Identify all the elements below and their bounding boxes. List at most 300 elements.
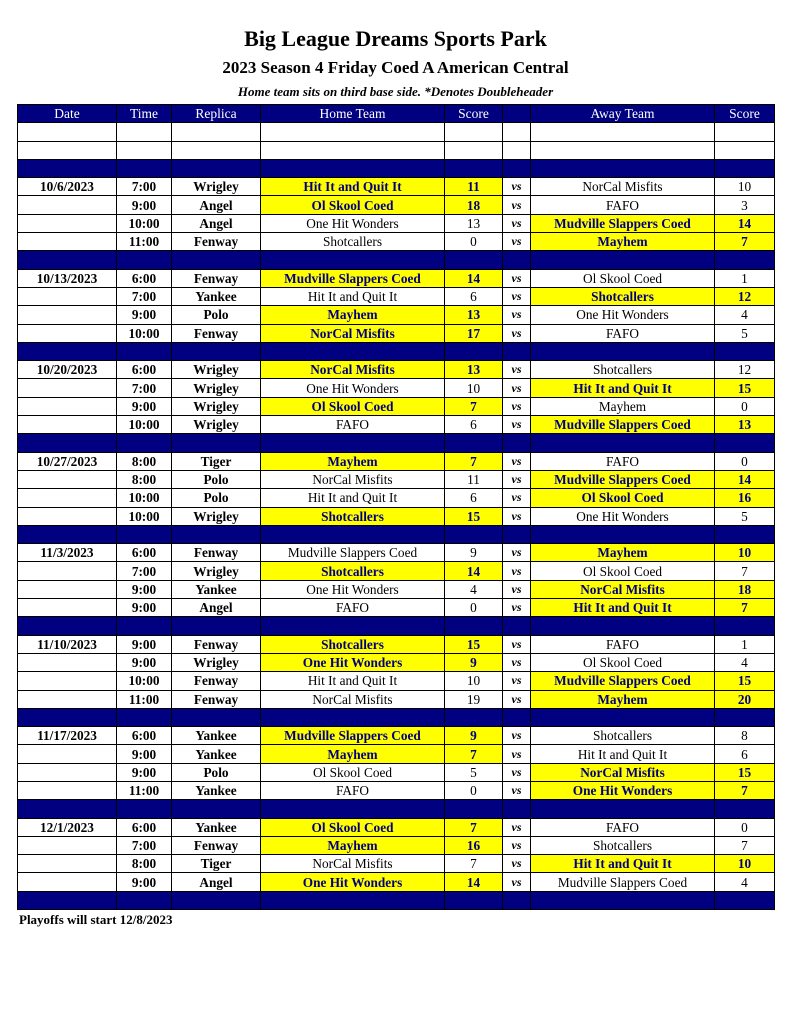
game-time: 9:00 [117, 397, 172, 415]
game-field: Angel [172, 196, 261, 214]
vs-label: vs [503, 379, 531, 397]
home-team: FAFO [261, 416, 445, 434]
game-date [18, 873, 117, 891]
playoffs-note: Playoffs will start 12/8/2023 [19, 912, 173, 927]
game-row [18, 690, 775, 708]
game-row [18, 416, 775, 434]
away-score: 3 [715, 196, 775, 214]
game-row [18, 818, 775, 836]
game-row [18, 306, 775, 324]
away-score: 14 [715, 470, 775, 488]
home-score: 13 [445, 214, 503, 232]
blank-row [18, 141, 775, 159]
away-team: FAFO [531, 635, 715, 653]
week-separator [18, 159, 775, 177]
away-team: Shotcallers [531, 836, 715, 854]
vs-label: vs [503, 836, 531, 854]
col-vs [503, 105, 531, 123]
away-score: 5 [715, 324, 775, 342]
game-time: 8:00 [117, 855, 172, 873]
game-field: Fenway [172, 269, 261, 287]
home-score: 13 [445, 306, 503, 324]
away-score: 7 [715, 562, 775, 580]
game-time: 9:00 [117, 580, 172, 598]
away-score: 4 [715, 873, 775, 891]
home-team: Mudville Slappers Coed [261, 727, 445, 745]
game-row [18, 397, 775, 415]
home-score: 6 [445, 416, 503, 434]
game-row [18, 745, 775, 763]
vs-label: vs [503, 178, 531, 196]
home-score: 16 [445, 836, 503, 854]
away-team: FAFO [531, 452, 715, 470]
home-team: FAFO [261, 781, 445, 799]
page-subtitle: 2023 Season 4 Friday Coed A American Central [222, 58, 569, 77]
away-score: 15 [715, 379, 775, 397]
game-field: Yankee [172, 580, 261, 598]
game-date [18, 233, 117, 251]
game-row [18, 672, 775, 690]
game-field: Fenway [172, 324, 261, 342]
home-team: Shotcallers [261, 562, 445, 580]
home-score: 0 [445, 781, 503, 799]
vs-label: vs [503, 745, 531, 763]
away-score: 1 [715, 269, 775, 287]
game-date: 11/3/2023 [18, 544, 117, 562]
game-date [18, 507, 117, 525]
game-row [18, 452, 775, 470]
game-row [18, 470, 775, 488]
away-team: Ol Skool Coed [531, 489, 715, 507]
game-row [18, 489, 775, 507]
vs-label: vs [503, 727, 531, 745]
game-date [18, 690, 117, 708]
away-team: NorCal Misfits [531, 580, 715, 598]
game-time: 8:00 [117, 452, 172, 470]
game-date: 11/17/2023 [18, 727, 117, 745]
home-team: Hit It and Quit It [261, 178, 445, 196]
game-time: 8:00 [117, 470, 172, 488]
game-time: 9:00 [117, 653, 172, 671]
game-row [18, 178, 775, 196]
game-time: 6:00 [117, 361, 172, 379]
game-field: Wrigley [172, 397, 261, 415]
home-score: 15 [445, 635, 503, 653]
game-row [18, 836, 775, 854]
vs-label: vs [503, 562, 531, 580]
away-team: FAFO [531, 196, 715, 214]
game-date [18, 379, 117, 397]
away-team: Hit It and Quit It [531, 855, 715, 873]
game-row [18, 855, 775, 873]
game-row [18, 233, 775, 251]
game-date [18, 745, 117, 763]
col-replica: Replica [172, 105, 261, 123]
game-date [18, 855, 117, 873]
game-time: 9:00 [117, 745, 172, 763]
home-score: 11 [445, 178, 503, 196]
game-date [18, 836, 117, 854]
home-team: Mudville Slappers Coed [261, 544, 445, 562]
col-away-team: Away Team [531, 105, 715, 123]
home-score: 7 [445, 745, 503, 763]
game-date: 10/13/2023 [18, 269, 117, 287]
away-team: FAFO [531, 324, 715, 342]
away-team: Shotcallers [531, 361, 715, 379]
game-row [18, 196, 775, 214]
game-time: 10:00 [117, 507, 172, 525]
game-field: Wrigley [172, 361, 261, 379]
game-field: Yankee [172, 287, 261, 305]
home-score: 9 [445, 727, 503, 745]
game-row [18, 653, 775, 671]
away-team: Mudville Slappers Coed [531, 214, 715, 232]
away-team: One Hit Wonders [531, 306, 715, 324]
game-date: 10/20/2023 [18, 361, 117, 379]
game-time: 9:00 [117, 599, 172, 617]
game-time: 7:00 [117, 379, 172, 397]
game-time: 7:00 [117, 178, 172, 196]
away-team: Ol Skool Coed [531, 562, 715, 580]
week-separator [18, 617, 775, 635]
away-score: 13 [715, 416, 775, 434]
game-field: Yankee [172, 745, 261, 763]
home-team: Hit It and Quit It [261, 672, 445, 690]
home-team: Hit It and Quit It [261, 489, 445, 507]
home-score: 9 [445, 653, 503, 671]
home-team: One Hit Wonders [261, 379, 445, 397]
home-score: 14 [445, 873, 503, 891]
home-score: 14 [445, 269, 503, 287]
week-separator [18, 525, 775, 543]
home-team: Mudville Slappers Coed [261, 269, 445, 287]
away-team: Shotcallers [531, 727, 715, 745]
home-score: 5 [445, 763, 503, 781]
home-score: 15 [445, 507, 503, 525]
home-team: One Hit Wonders [261, 580, 445, 598]
away-score: 7 [715, 233, 775, 251]
game-field: Polo [172, 306, 261, 324]
away-score: 0 [715, 452, 775, 470]
game-time: 6:00 [117, 544, 172, 562]
vs-label: vs [503, 470, 531, 488]
home-team: NorCal Misfits [261, 690, 445, 708]
away-team: Ol Skool Coed [531, 269, 715, 287]
away-team: Ol Skool Coed [531, 653, 715, 671]
home-team: One Hit Wonders [261, 214, 445, 232]
game-field: Angel [172, 599, 261, 617]
away-score: 10 [715, 855, 775, 873]
home-score: 7 [445, 452, 503, 470]
away-score: 4 [715, 306, 775, 324]
home-team: NorCal Misfits [261, 361, 445, 379]
vs-label: vs [503, 873, 531, 891]
game-date [18, 562, 117, 580]
game-row [18, 873, 775, 891]
game-date [18, 672, 117, 690]
vs-label: vs [503, 214, 531, 232]
game-row [18, 214, 775, 232]
vs-label: vs [503, 269, 531, 287]
schedule-table [17, 104, 775, 910]
vs-label: vs [503, 507, 531, 525]
game-field: Fenway [172, 635, 261, 653]
home-score: 18 [445, 196, 503, 214]
game-field: Tiger [172, 855, 261, 873]
game-field: Yankee [172, 727, 261, 745]
home-team: Shotcallers [261, 635, 445, 653]
game-date [18, 214, 117, 232]
game-time: 7:00 [117, 836, 172, 854]
game-field: Angel [172, 873, 261, 891]
away-score: 12 [715, 287, 775, 305]
vs-label: vs [503, 416, 531, 434]
game-time: 11:00 [117, 690, 172, 708]
game-time: 10:00 [117, 489, 172, 507]
game-row [18, 379, 775, 397]
away-team: Hit It and Quit It [531, 745, 715, 763]
game-date [18, 763, 117, 781]
vs-label: vs [503, 653, 531, 671]
game-date: 11/10/2023 [18, 635, 117, 653]
game-date [18, 306, 117, 324]
game-row [18, 635, 775, 653]
game-time: 7:00 [117, 287, 172, 305]
vs-label: vs [503, 599, 531, 617]
away-score: 1 [715, 635, 775, 653]
col-away-score: Score [715, 105, 775, 123]
home-score: 17 [445, 324, 503, 342]
week-separator [18, 434, 775, 452]
away-score: 7 [715, 781, 775, 799]
game-time: 7:00 [117, 562, 172, 580]
week-separator [18, 251, 775, 269]
week-separator [18, 800, 775, 818]
away-score: 12 [715, 361, 775, 379]
schedule-body [18, 123, 775, 910]
home-team: Ol Skool Coed [261, 763, 445, 781]
away-score: 0 [715, 397, 775, 415]
home-score: 7 [445, 818, 503, 836]
home-team: NorCal Misfits [261, 855, 445, 873]
game-field: Fenway [172, 233, 261, 251]
game-time: 6:00 [117, 818, 172, 836]
home-score: 19 [445, 690, 503, 708]
vs-label: vs [503, 635, 531, 653]
home-team: NorCal Misfits [261, 324, 445, 342]
game-field: Wrigley [172, 379, 261, 397]
home-score: 9 [445, 544, 503, 562]
game-time: 9:00 [117, 763, 172, 781]
game-date [18, 287, 117, 305]
game-field: Wrigley [172, 562, 261, 580]
game-field: Wrigley [172, 507, 261, 525]
home-team: One Hit Wonders [261, 653, 445, 671]
game-row [18, 544, 775, 562]
away-team: Mudville Slappers Coed [531, 416, 715, 434]
away-team: Mayhem [531, 544, 715, 562]
vs-label: vs [503, 690, 531, 708]
game-time: 10:00 [117, 672, 172, 690]
col-home-team: Home Team [261, 105, 445, 123]
game-field: Yankee [172, 781, 261, 799]
game-field: Polo [172, 489, 261, 507]
game-date [18, 653, 117, 671]
vs-label: vs [503, 855, 531, 873]
game-row [18, 599, 775, 617]
away-team: Mayhem [531, 233, 715, 251]
vs-label: vs [503, 544, 531, 562]
home-score: 10 [445, 672, 503, 690]
game-field: Yankee [172, 818, 261, 836]
home-score: 10 [445, 379, 503, 397]
away-score: 5 [715, 507, 775, 525]
game-date [18, 580, 117, 598]
week-separator [18, 708, 775, 726]
away-team: Mudville Slappers Coed [531, 672, 715, 690]
away-team: Mayhem [531, 690, 715, 708]
page-title: Big League Dreams Sports Park [244, 26, 547, 51]
away-score: 4 [715, 653, 775, 671]
vs-label: vs [503, 489, 531, 507]
away-score: 10 [715, 544, 775, 562]
game-date: 10/27/2023 [18, 452, 117, 470]
away-team: One Hit Wonders [531, 507, 715, 525]
game-time: 9:00 [117, 635, 172, 653]
away-score: 7 [715, 836, 775, 854]
week-separator [18, 342, 775, 360]
game-date [18, 196, 117, 214]
game-date [18, 781, 117, 799]
col-time: Time [117, 105, 172, 123]
week-separator [18, 891, 775, 909]
away-team: Hit It and Quit It [531, 379, 715, 397]
col-date: Date [18, 105, 117, 123]
col-home-score: Score [445, 105, 503, 123]
header-row [18, 105, 775, 123]
home-score: 6 [445, 287, 503, 305]
vs-label: vs [503, 306, 531, 324]
vs-label: vs [503, 452, 531, 470]
game-time: 10:00 [117, 324, 172, 342]
game-time: 6:00 [117, 269, 172, 287]
game-field: Wrigley [172, 653, 261, 671]
game-field: Tiger [172, 452, 261, 470]
vs-label: vs [503, 196, 531, 214]
away-team: FAFO [531, 818, 715, 836]
home-score: 0 [445, 599, 503, 617]
home-team: Shotcallers [261, 233, 445, 251]
away-team: Mudville Slappers Coed [531, 470, 715, 488]
game-date [18, 470, 117, 488]
game-date [18, 599, 117, 617]
away-score: 20 [715, 690, 775, 708]
home-team: Mayhem [261, 452, 445, 470]
home-score: 6 [445, 489, 503, 507]
game-date: 10/6/2023 [18, 178, 117, 196]
vs-label: vs [503, 233, 531, 251]
away-score: 8 [715, 727, 775, 745]
away-team: Shotcallers [531, 287, 715, 305]
game-row [18, 781, 775, 799]
away-score: 15 [715, 763, 775, 781]
home-team: Shotcallers [261, 507, 445, 525]
game-row [18, 562, 775, 580]
blank-row [18, 123, 775, 141]
vs-label: vs [503, 781, 531, 799]
home-score: 14 [445, 562, 503, 580]
game-date [18, 416, 117, 434]
game-row [18, 361, 775, 379]
game-row [18, 324, 775, 342]
game-date [18, 489, 117, 507]
away-score: 7 [715, 599, 775, 617]
away-score: 18 [715, 580, 775, 598]
home-team: NorCal Misfits [261, 470, 445, 488]
game-row [18, 269, 775, 287]
game-time: 11:00 [117, 233, 172, 251]
away-team: NorCal Misfits [531, 178, 715, 196]
home-team: Hit It and Quit It [261, 287, 445, 305]
game-time: 9:00 [117, 196, 172, 214]
away-team: Mayhem [531, 397, 715, 415]
away-team: NorCal Misfits [531, 763, 715, 781]
away-score: 15 [715, 672, 775, 690]
game-date [18, 324, 117, 342]
game-field: Wrigley [172, 178, 261, 196]
game-date [18, 397, 117, 415]
game-field: Angel [172, 214, 261, 232]
home-team: Ol Skool Coed [261, 818, 445, 836]
game-date: 12/1/2023 [18, 818, 117, 836]
game-field: Polo [172, 470, 261, 488]
game-row [18, 287, 775, 305]
home-score: 13 [445, 361, 503, 379]
home-score: 4 [445, 580, 503, 598]
game-time: 9:00 [117, 873, 172, 891]
vs-label: vs [503, 397, 531, 415]
away-score: 6 [715, 745, 775, 763]
game-row [18, 727, 775, 745]
home-team: One Hit Wonders [261, 873, 445, 891]
home-team: Ol Skool Coed [261, 397, 445, 415]
vs-label: vs [503, 361, 531, 379]
home-score: 0 [445, 233, 503, 251]
game-time: 10:00 [117, 214, 172, 232]
home-team: Ol Skool Coed [261, 196, 445, 214]
vs-label: vs [503, 763, 531, 781]
home-score: 11 [445, 470, 503, 488]
page-note: Home team sits on third base side. *Denotes Doubleheader [237, 84, 554, 99]
away-score: 16 [715, 489, 775, 507]
vs-label: vs [503, 580, 531, 598]
game-field: Polo [172, 763, 261, 781]
game-field: Wrigley [172, 416, 261, 434]
home-team: FAFO [261, 599, 445, 617]
away-team: Mudville Slappers Coed [531, 873, 715, 891]
away-score: 10 [715, 178, 775, 196]
game-time: 11:00 [117, 781, 172, 799]
game-time: 10:00 [117, 416, 172, 434]
game-field: Fenway [172, 690, 261, 708]
away-score: 14 [715, 214, 775, 232]
home-score: 7 [445, 855, 503, 873]
game-field: Fenway [172, 836, 261, 854]
away-team: Hit It and Quit It [531, 599, 715, 617]
game-time: 6:00 [117, 727, 172, 745]
home-team: Mayhem [261, 745, 445, 763]
home-team: Mayhem [261, 836, 445, 854]
